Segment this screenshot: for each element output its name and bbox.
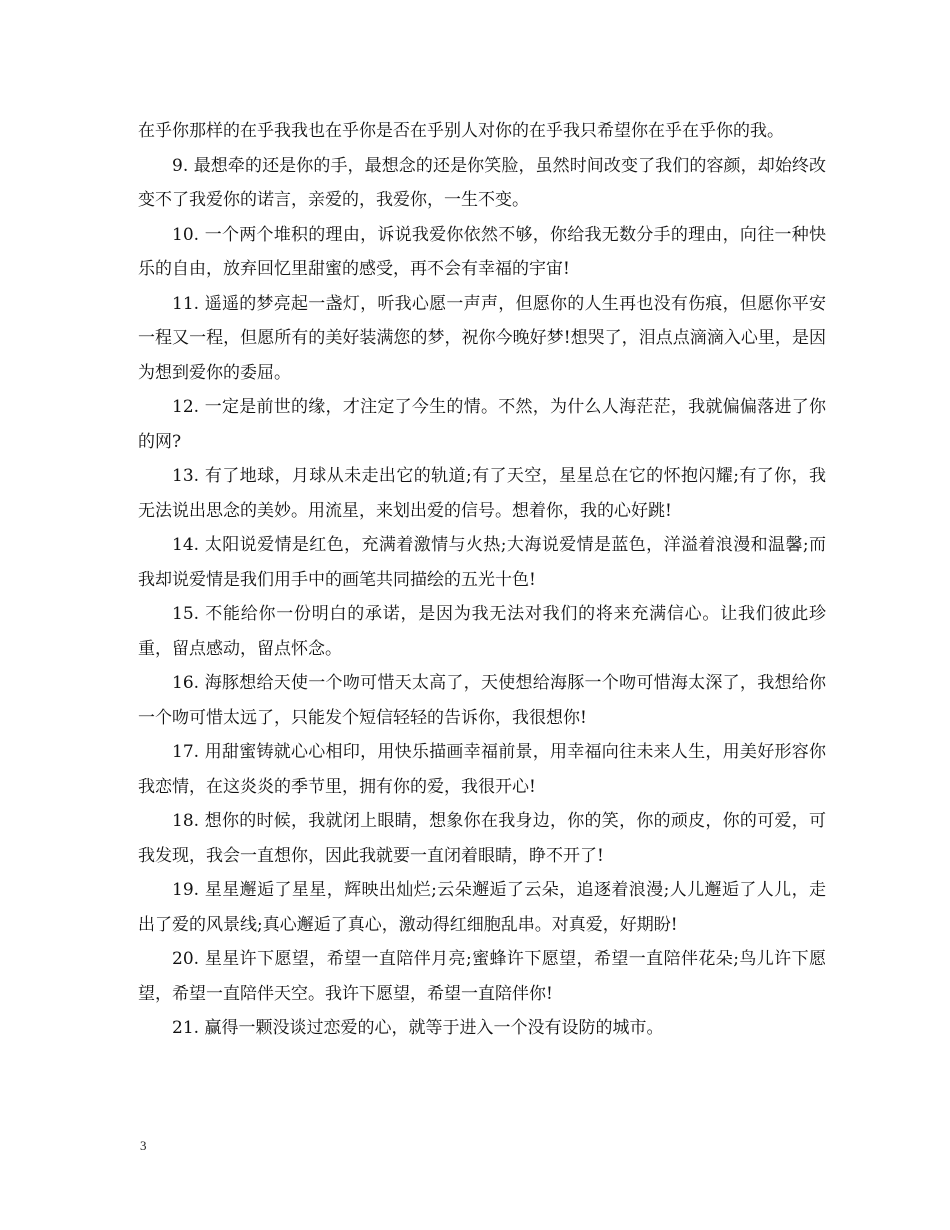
paragraph-item-13: 13. 有了地球，月球从未走出它的轨道;有了天空，星星总在它的怀抱闪耀;有了你，我无法说出思念的美妙。用流星，来划出爱的信号。想着你，我的心好跳! xyxy=(138,466,826,521)
paragraph-item-12: 12. 一定是前世的缘，才注定了今生的情。不然，为什么人海茫茫，我就偏偏落进了你的网? xyxy=(138,397,826,452)
paragraph-item-18: 18. 想你的时候，我就闭上眼睛，想象你在我身边，你的笑，你的顽皮，你的可爱，可我发现，我会一直想你，因此我就要一直闭着眼睛，睁不开了! xyxy=(138,811,826,866)
paragraph: 在乎你那样的在乎我我也在乎你是否在乎别人对你的在乎我只希望你在乎在乎你的我。 xyxy=(138,121,784,141)
paragraph-item-21: 21. 赢得一颗没谈过恋爱的心，就等于进入一个没有设防的城市。 xyxy=(172,1018,664,1038)
page-number: 3 xyxy=(140,1138,147,1153)
paragraph-item-19: 19. 星星邂逅了星星，辉映出灿烂;云朵邂逅了云朵，追逐着浪漫;人儿邂逅了人儿，走出了爱的风景线;真心邂逅了真心，激动得红细胞乱串。对真爱，好期盼! xyxy=(138,880,826,935)
paragraph-item-9: 9. 最想牵的还是你的手，最想念的还是你笑脸，虽然时间改变了我们的容颜，却始终改变不了我爱你的诺言，亲爱的，我爱你，一生不变。 xyxy=(138,155,826,210)
paragraph-item-10: 10. 一个两个堆积的理由，诉说我爱你依然不够，你给我无数分手的理由，向往一种快乐的自由，放弃回忆里甜蜜的感受，再不会有幸福的宇宙! xyxy=(138,224,826,279)
paragraph-item-20: 20. 星星许下愿望，希望一直陪伴月亮;蜜蜂许下愿望，希望一直陪伴花朵;鸟儿许下愿望，希望一直陪伴天空。我许下愿望，希望一直陪伴你! xyxy=(138,949,826,1004)
paragraph-item-14: 14. 太阳说爱情是红色，充满着激情与火热;大海说爱情是蓝色，洋溢着浪漫和温馨;而我却说爱情是我们用手中的画笔共同描绘的五光十色! xyxy=(138,535,826,590)
paragraph-item-11: 11. 遥遥的梦亮起一盏灯，听我心愿一声声，但愿你的人生再也没有伤痕，但愿你平安一程又一程，但愿所有的美好装满您的梦，祝你今晚好梦!想哭了，泪点点滴滴入心里，是因为想到爱你的委屈。 xyxy=(138,293,826,383)
paragraph-item-17: 17. 用甜蜜铸就心心相印，用快乐描画幸福前景，用幸福向往未来人生，用美好形容你我恋情，在这炎炎的季节里，拥有你的爱，我很开心! xyxy=(138,742,826,797)
document-body xyxy=(138,114,826,1046)
paragraph-item-16: 16. 海豚想给天使一个吻可惜天太高了，天使想给海豚一个吻可惜海太深了，我想给你一个吻可惜太远了，只能发个短信轻轻的告诉你，我很想你! xyxy=(138,673,826,728)
paragraph-item-15: 15. 不能给你一份明白的承诺，是因为我无法对我们的将来充满信心。让我们彼此珍重，留点感动，留点怀念。 xyxy=(138,604,826,659)
